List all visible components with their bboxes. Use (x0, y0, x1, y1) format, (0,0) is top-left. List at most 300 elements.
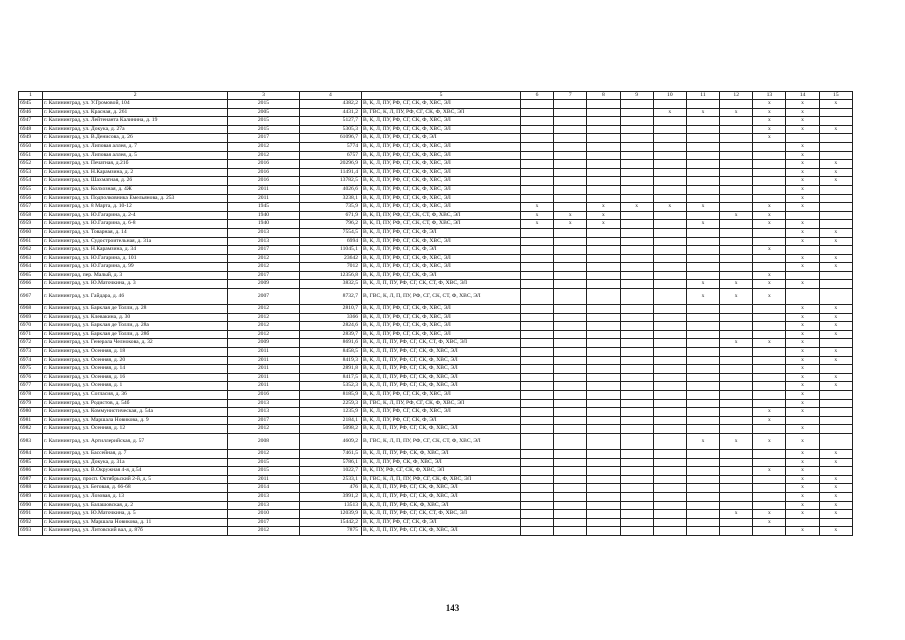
mark-cell (686, 391, 719, 400)
table-row (19, 391, 853, 400)
mark-cell (720, 151, 753, 160)
mark-cell (587, 228, 620, 237)
mark-cell: x (554, 220, 587, 229)
mark-cell (653, 263, 686, 272)
mark-cell (720, 254, 753, 263)
mark-cell: x (786, 160, 819, 169)
mark-cell (819, 391, 852, 400)
mark-cell (620, 365, 653, 374)
mark-cell (520, 467, 553, 476)
mark-cell (587, 108, 620, 117)
mark-cell: x (753, 134, 786, 143)
mark-cell (620, 527, 653, 536)
year-cell: 2011 (228, 373, 299, 382)
area-cell: 6994 (299, 237, 361, 246)
row-number-cell: 6946 (19, 108, 43, 117)
mark-cell (653, 348, 686, 357)
address-cell: г. Калининград, ул. Шахматная, д. 26 (43, 177, 228, 186)
year-cell: 2011 (228, 382, 299, 391)
mark-cell (554, 382, 587, 391)
mark-cell (587, 518, 620, 527)
row-number-cell: 6950 (19, 142, 43, 151)
mark-cell: x (786, 475, 819, 484)
mark-cell (520, 339, 553, 348)
mark-cell (686, 168, 719, 177)
mark-cell (653, 518, 686, 527)
mark-cell (686, 356, 719, 365)
mark-cell: x (520, 203, 553, 212)
year-cell: 2013 (228, 501, 299, 510)
mark-cell (720, 416, 753, 425)
year-cell: 2012 (228, 330, 299, 339)
mark-cell: x (786, 142, 819, 151)
mark-cell (653, 228, 686, 237)
mark-cell: x (786, 117, 819, 126)
row-number-cell: 6975 (19, 365, 43, 374)
mark-cell (520, 322, 553, 331)
mark-cell (620, 433, 653, 449)
table-row (19, 322, 853, 331)
mark-cell (587, 100, 620, 109)
mark-cell (686, 449, 719, 458)
mark-cell (686, 492, 719, 501)
address-cell: г. Калининград, ул. 8 Марта, д. 10-12 (43, 203, 228, 212)
mark-cell (587, 289, 620, 305)
year-cell: 2015 (228, 125, 299, 134)
row-number-cell: 6960 (19, 228, 43, 237)
mark-cell (587, 416, 620, 425)
mark-cell (587, 365, 620, 374)
mark-cell (653, 142, 686, 151)
mark-cell (720, 313, 753, 322)
mark-cell: x (819, 458, 852, 467)
mark-cell (653, 177, 686, 186)
mark-cell: x (753, 518, 786, 527)
mark-cell (620, 125, 653, 134)
area-cell: 1022,7 (299, 467, 361, 476)
mark-cell (520, 356, 553, 365)
table-row (19, 484, 853, 493)
row-number-cell: 6948 (19, 125, 43, 134)
area-cell: 2184,1 (299, 416, 361, 425)
column-header: 10 (653, 92, 686, 100)
mark-cell (520, 348, 553, 357)
mark-cell (653, 382, 686, 391)
mark-cell (587, 263, 620, 272)
mark-cell (653, 117, 686, 126)
mark-cell (753, 194, 786, 203)
address-cell: г. Калининград, ул. Бассейная, д. 7 (43, 449, 228, 458)
mark-cell: x (720, 510, 753, 519)
mark-cell: x (686, 220, 719, 229)
mark-cell (554, 228, 587, 237)
mark-cell (753, 322, 786, 331)
mark-cell: x (720, 339, 753, 348)
area-cell: 15442,2 (299, 518, 361, 527)
mark-cell (686, 510, 719, 519)
address-cell: г. Калининград, ул. Липовая аллея, д. 7 (43, 142, 228, 151)
table-row (19, 134, 853, 143)
mark-cell (653, 280, 686, 289)
works-list-cell: В, К, Л, ПУ, РФ, СГ, СК, Ф, ЭЛ (362, 518, 521, 527)
year-cell: 2011 (228, 185, 299, 194)
address-cell: г. Калининград, ул. Маршала Новикова, д. 11 (43, 518, 228, 527)
mark-cell (520, 263, 553, 272)
works-list-cell: В, К, Л, П, ПУ, РФ, СК, Ф, ХВС, ЭЛ (362, 449, 521, 458)
mark-cell (653, 220, 686, 229)
mark-cell (686, 501, 719, 510)
mark-cell (686, 339, 719, 348)
mark-cell: x (753, 220, 786, 229)
mark-cell (587, 467, 620, 476)
mark-cell (753, 168, 786, 177)
mark-cell (653, 501, 686, 510)
mark-cell: x (753, 510, 786, 519)
works-list-cell: В, К, Л, ПУ, РФ, СГ, СК, Ф, ХВС, ЭЛ (362, 237, 521, 246)
mark-cell (620, 134, 653, 143)
mark-cell (554, 100, 587, 109)
mark-cell (520, 108, 553, 117)
mark-cell (720, 399, 753, 408)
mark-cell (686, 365, 719, 374)
mark-cell (520, 416, 553, 425)
mark-cell (653, 399, 686, 408)
table-row (19, 203, 853, 212)
mark-cell (587, 408, 620, 417)
year-cell: 2013 (228, 408, 299, 417)
column-header: 9 (620, 92, 653, 100)
mark-cell: x (720, 211, 753, 220)
mark-cell (720, 467, 753, 476)
column-header: 12 (720, 92, 753, 100)
mark-cell: x (653, 108, 686, 117)
column-header: 13 (753, 92, 786, 100)
mark-cell (520, 134, 553, 143)
year-cell: 2015 (228, 100, 299, 109)
mark-cell (686, 151, 719, 160)
address-cell: г. Калининград, ул. Докука, д. 27а (43, 125, 228, 134)
mark-cell (520, 117, 553, 126)
mark-cell (587, 168, 620, 177)
address-cell: г. Калининград, ул. Колхозная, д. 4Ж (43, 185, 228, 194)
mark-cell (653, 433, 686, 449)
table-row (19, 263, 853, 272)
address-cell: г. Калининград, ул. Литовский вал, д. 87б (43, 527, 228, 536)
mark-cell (819, 467, 852, 476)
works-list-cell: В, К, Л, ПУ, РФ, СГ, СК, Ф, ХВС, ЭЛ (362, 142, 521, 151)
mark-cell (653, 134, 686, 143)
mark-cell (753, 237, 786, 246)
mark-cell (554, 449, 587, 458)
mark-cell (620, 271, 653, 280)
mark-cell: x (587, 203, 620, 212)
mark-cell (720, 475, 753, 484)
year-cell: 2005 (228, 108, 299, 117)
row-number-cell: 6949 (19, 134, 43, 143)
mark-cell (686, 117, 719, 126)
table-row (19, 220, 853, 229)
table-row (19, 313, 853, 322)
mark-cell (686, 322, 719, 331)
mark-cell (819, 408, 852, 417)
mark-cell (753, 373, 786, 382)
area-cell: 796,2 (299, 220, 361, 229)
area-cell: 3366 (299, 313, 361, 322)
mark-cell (554, 108, 587, 117)
mark-cell: x (786, 467, 819, 476)
mark-cell (554, 322, 587, 331)
mark-cell (554, 160, 587, 169)
works-list-cell: В, ГВС, К, Л, ПУ, РФ, СГ, СК, Ф, ХВС, ЭЛ (362, 108, 521, 117)
mark-cell: x (819, 254, 852, 263)
row-number-cell: 6980 (19, 408, 43, 417)
table-row (19, 211, 853, 220)
mark-cell: x (786, 484, 819, 493)
mark-cell (554, 348, 587, 357)
mark-cell (520, 151, 553, 160)
mark-cell: x (786, 339, 819, 348)
mark-cell: x (786, 399, 819, 408)
year-cell: 1940 (228, 220, 299, 229)
mark-cell (520, 271, 553, 280)
column-header: 3 (228, 92, 299, 100)
mark-cell (653, 510, 686, 519)
works-list-cell: В, К, Л, ПУ, РФ, СГ, СК, Ф, ХВС, ЭЛ (362, 194, 521, 203)
mark-cell (620, 382, 653, 391)
mark-cell (554, 416, 587, 425)
row-number-cell: 6977 (19, 382, 43, 391)
mark-cell (686, 408, 719, 417)
works-list-cell: В, К, Л, ПУ, РФ, СГ, СК, Ф, ХВС, ЭЛ (362, 408, 521, 417)
table-row (19, 425, 853, 434)
area-cell: 7461,5 (299, 449, 361, 458)
year-cell: 2012 (228, 254, 299, 263)
address-cell: г. Калининград, ул. Осенняя, д. 18 (43, 348, 228, 357)
area-cell: 8419,3 (299, 356, 361, 365)
works-list-cell: В, ГВС, К, Л, П, ПУ, РФ, СГ, СК, Ф, ХВС, ЭЛ (362, 475, 521, 484)
table-row (19, 151, 853, 160)
mark-cell (554, 365, 587, 374)
mark-cell (587, 484, 620, 493)
year-cell: 2012 (228, 449, 299, 458)
mark-cell (620, 492, 653, 501)
table-row (19, 254, 853, 263)
mark-cell: x (753, 203, 786, 212)
table-row (19, 108, 853, 117)
area-cell: 23642 (299, 254, 361, 263)
table-row (19, 271, 853, 280)
works-list-cell: В, К, Л, ПУ, РФ, СГ, СК, Ф, ХВС, ЭЛ (362, 313, 521, 322)
mark-cell (653, 246, 686, 255)
table-row (19, 237, 853, 246)
mark-cell (720, 322, 753, 331)
mark-cell (520, 289, 553, 305)
works-list-cell: В, К, Л, ПУ, РФ, СГ, СК, Ф, ХВС, ЭЛ (362, 203, 521, 212)
mark-cell: x (686, 433, 719, 449)
mark-cell: x (819, 527, 852, 536)
mark-cell (620, 391, 653, 400)
address-cell: г. Калининград, ул. В.Окружная 4-я, д.54 (43, 467, 228, 476)
mark-cell (653, 330, 686, 339)
works-list-cell: В, К, Л, ПУ, РФ, СГ, СК, Ф, ХВС, ЭЛ (362, 117, 521, 126)
table-row (19, 449, 853, 458)
mark-cell (753, 177, 786, 186)
mark-cell (720, 117, 753, 126)
mark-cell (753, 458, 786, 467)
mark-cell (587, 125, 620, 134)
column-header: 8 (587, 92, 620, 100)
mark-cell (753, 501, 786, 510)
mark-cell (686, 313, 719, 322)
year-cell: 2012 (228, 425, 299, 434)
address-cell: г. Калининград, ул. Подполковника Емельянова, д. 253 (43, 194, 228, 203)
mark-cell (620, 339, 653, 348)
mark-cell: x (720, 280, 753, 289)
mark-cell: x (819, 237, 852, 246)
area-cell: 4609,2 (299, 433, 361, 449)
area-cell: 11491,4 (299, 168, 361, 177)
mark-cell (520, 527, 553, 536)
mark-cell (753, 382, 786, 391)
year-cell: 2013 (228, 228, 299, 237)
row-number-cell: 6986 (19, 467, 43, 476)
row-number-cell: 6993 (19, 527, 43, 536)
row-number-cell: 6981 (19, 416, 43, 425)
row-number-cell: 6973 (19, 348, 43, 357)
address-cell: г. Калининград, ул. Коммунистическая, д. 54а (43, 408, 228, 417)
mark-cell (554, 330, 587, 339)
mark-cell (720, 185, 753, 194)
mark-cell: x (819, 313, 852, 322)
mark-cell (686, 373, 719, 382)
mark-cell (653, 373, 686, 382)
area-cell: 2533,1 (299, 475, 361, 484)
year-cell: 2017 (228, 518, 299, 527)
mark-cell (686, 475, 719, 484)
year-cell: 2017 (228, 134, 299, 143)
mark-cell: x (819, 330, 852, 339)
mark-cell (554, 399, 587, 408)
mark-cell (720, 305, 753, 314)
mark-cell: x (786, 151, 819, 160)
row-number-cell: 6963 (19, 254, 43, 263)
year-cell: 2012 (228, 263, 299, 272)
mark-cell (819, 134, 852, 143)
mark-cell (620, 228, 653, 237)
row-number-cell: 6969 (19, 313, 43, 322)
mark-cell (720, 365, 753, 374)
mark-cell (753, 492, 786, 501)
mark-cell: x (686, 280, 719, 289)
mark-cell (653, 408, 686, 417)
mark-cell: x (819, 492, 852, 501)
mark-cell (554, 254, 587, 263)
mark-cell: x (587, 220, 620, 229)
row-number-cell: 6959 (19, 220, 43, 229)
mark-cell (686, 330, 719, 339)
mark-cell (554, 246, 587, 255)
area-cell: 476 (299, 484, 361, 493)
mark-cell (686, 246, 719, 255)
area-cell: 8458,5 (299, 348, 361, 357)
mark-cell (753, 160, 786, 169)
mark-cell (554, 305, 587, 314)
mark-cell (753, 313, 786, 322)
area-cell: 8417,5 (299, 373, 361, 382)
mark-cell (753, 263, 786, 272)
mark-cell (520, 449, 553, 458)
mark-cell (554, 177, 587, 186)
mark-cell: x (753, 100, 786, 109)
mark-cell (720, 194, 753, 203)
mark-cell: x (753, 280, 786, 289)
mark-cell (587, 433, 620, 449)
mark-cell: x (786, 330, 819, 339)
area-cell: 8185,9 (299, 391, 361, 400)
mark-cell (587, 254, 620, 263)
works-list-cell: В, К, Л, ПУ, РФ, СГ, СК, Ф, ЭЛ (362, 228, 521, 237)
mark-cell: x (819, 449, 852, 458)
mark-cell (554, 467, 587, 476)
table-row (19, 467, 853, 476)
mark-cell: x (786, 501, 819, 510)
mark-cell (620, 254, 653, 263)
mark-cell: x (819, 228, 852, 237)
table-row (19, 228, 853, 237)
mark-cell (520, 501, 553, 510)
works-list-cell: В, К, Л, ПУ, РФ, СГ, СК, Ф, ХВС, ЭЛ (362, 100, 521, 109)
year-cell: 2013 (228, 237, 299, 246)
address-cell: г. Калининград, ул. Ю.Гагарина, д. 2-4 (43, 211, 228, 220)
area-cell: 5786,1 (299, 458, 361, 467)
row-number-cell: 6952 (19, 160, 43, 169)
area-cell: 13782,5 (299, 177, 361, 186)
mark-cell (686, 177, 719, 186)
mark-cell: x (819, 263, 852, 272)
mark-cell (720, 484, 753, 493)
works-list-cell: В, К, Л, ПУ, РФ, СГ, СК, Ф, ХВС, ЭЛ (362, 177, 521, 186)
year-cell: 2012 (228, 305, 299, 314)
mark-cell (653, 492, 686, 501)
year-cell: 2007 (228, 289, 299, 305)
mark-cell (753, 475, 786, 484)
mark-cell (653, 100, 686, 109)
mark-cell: x (786, 185, 819, 194)
row-number-cell: 6970 (19, 322, 43, 331)
table-row (19, 142, 853, 151)
mark-cell (786, 246, 819, 255)
works-list-cell: В, К, Л, ПУ, РФ, СГ, СК, Ф, ЭЛ (362, 271, 521, 280)
mark-cell: x (686, 108, 719, 117)
mark-cell (786, 518, 819, 527)
mark-cell (753, 151, 786, 160)
area-cell: 5305,3 (299, 125, 361, 134)
year-cell: 2008 (228, 433, 299, 449)
mark-cell (620, 322, 653, 331)
mark-cell (753, 185, 786, 194)
mark-cell: x (753, 467, 786, 476)
mark-cell (653, 168, 686, 177)
mark-cell (520, 382, 553, 391)
area-cell: 6757 (299, 151, 361, 160)
mark-cell (819, 211, 852, 220)
mark-cell (653, 211, 686, 220)
table-row (19, 416, 853, 425)
row-number-cell: 6992 (19, 518, 43, 527)
table-row (19, 373, 853, 382)
mark-cell (753, 305, 786, 314)
mark-cell (786, 271, 819, 280)
